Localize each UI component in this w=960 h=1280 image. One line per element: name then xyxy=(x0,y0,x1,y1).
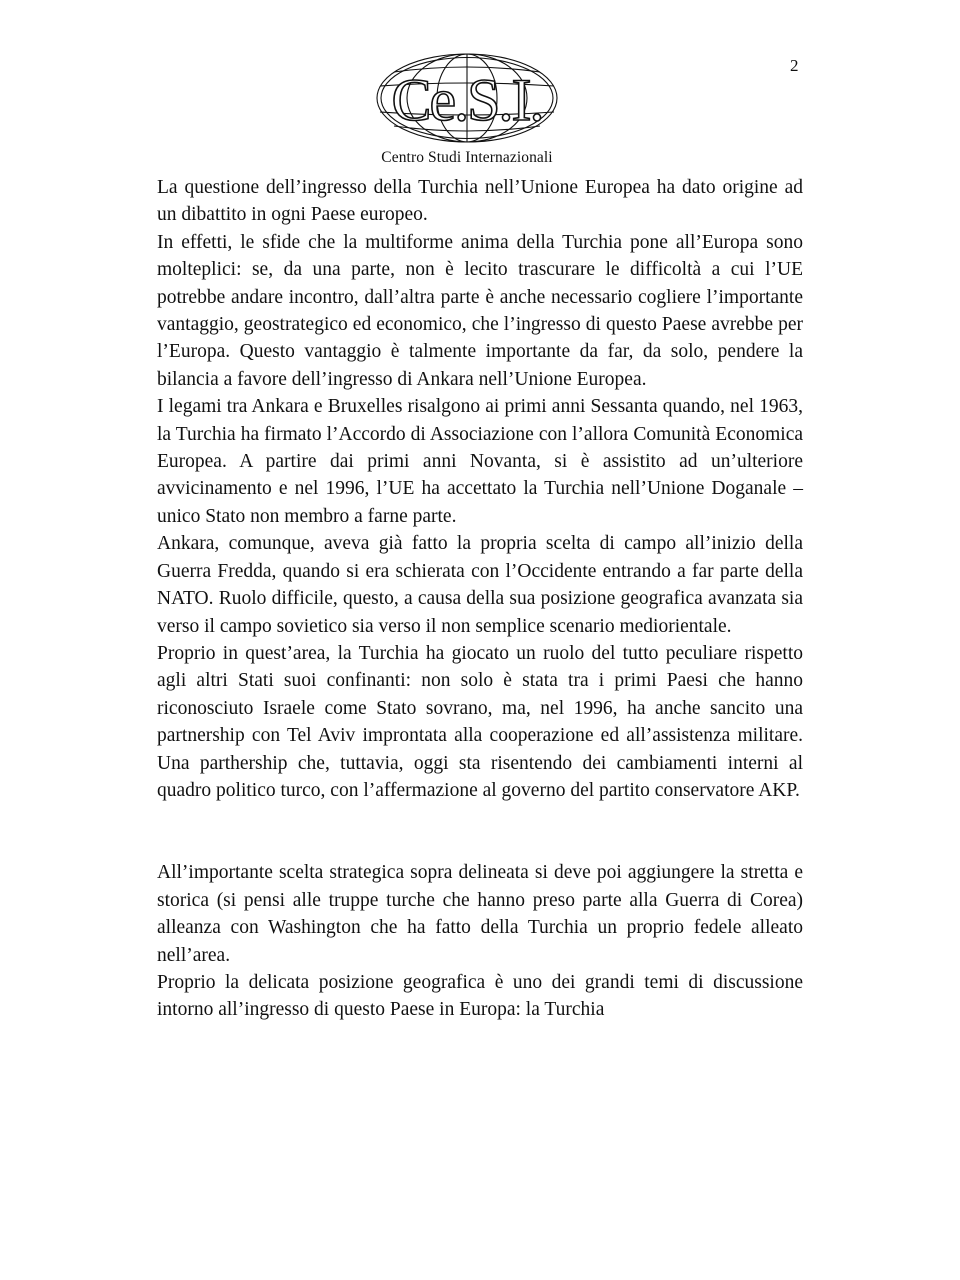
page-number: 2 xyxy=(790,56,799,75)
paragraph: Proprio in quest’area, la Turchia ha giocato un ruolo del tutto peculiare rispetto agli altri Stati suoi confinanti: non solo è stata tra i primi Paesi che hanno riconosciuto Israele come Stato sovrano, ma, nel 1996, ha anche sancito una partnership con Tel Aviv improntata alla cooperazione ed all’assistenza militare. Una parthership che, tuttavia, oggi sta risentendo dei cambiamenti interni al quadro politico turco, con l’affermazione al governo del partito conservatore AKP. xyxy=(157,642,803,801)
paragraph-spacer xyxy=(157,804,803,859)
logo-text: Ce.S.I. xyxy=(391,67,543,133)
paragraph: La questione dell’ingresso della Turchia nell’Unione Europea ha dato origine ad un dibattito in ogni Paese europeo. xyxy=(157,177,803,226)
logo-caption: Centro Studi Internazionali xyxy=(381,149,553,166)
paragraph: In effetti, le sfide che la multiforme anima della Turchia pone all’Europa sono molteplici: se, da una parte, non è lecito trascurare le difficoltà a cui l’UE potrebbe andare incontro, dall’altra parte è anche necessario cogliere l’importante vantaggio, geostrategico ed economico, che l’ingresso di questo Paese avrebbe per l’Europa. Questo vantaggio è talmente importante da far, da solo, pendere la bilancia a favore dell’ingresso di Ankara nell’Unione Europea. xyxy=(157,231,803,390)
paragraph: Ankara, comunque, aveva già fatto la propria scelta di campo all’inizio della Guerra Fredda, quando si era schierata con l’Occidente entrando a far parte della NATO. Ruolo difficile, questo, a causa della sua posizione geografica avanzata sia verso il campo sovietico sia verso il non semplice scenario mediorientale. xyxy=(157,533,803,637)
paragraph: All’importante scelta strategica sopra delineata si deve poi aggiungere la stretta e storica (si pensi alle truppe turche che hanno preso parte alla Guerra di Corea) alleanza con Washington che ha fatto della Turchia un proprio fedele alleato nell’area. xyxy=(157,862,803,966)
cesi-logo xyxy=(372,50,562,175)
globe-logo-icon xyxy=(372,50,562,150)
paragraph: I legami tra Ankara e Bruxelles risalgono ai primi anni Sessanta quando, nel 1963, la Turchia ha firmato l’Accordo di Associazione con l’allora Comunità Economica Europea. A partire dai primi anni Novanta, si è assistito ad un’ulteriore avvicinamento e nel 1996, l’UE ha accettato la Turchia nell’Unione Doganale – unico Stato non membro a farne parte. xyxy=(157,396,803,527)
document-body xyxy=(157,174,803,1024)
paragraph: Proprio la delicata posizione geografica è uno dei grandi temi di discussione intorno all’ingresso di questo Paese in Europa: la Turchia xyxy=(157,971,803,1021)
